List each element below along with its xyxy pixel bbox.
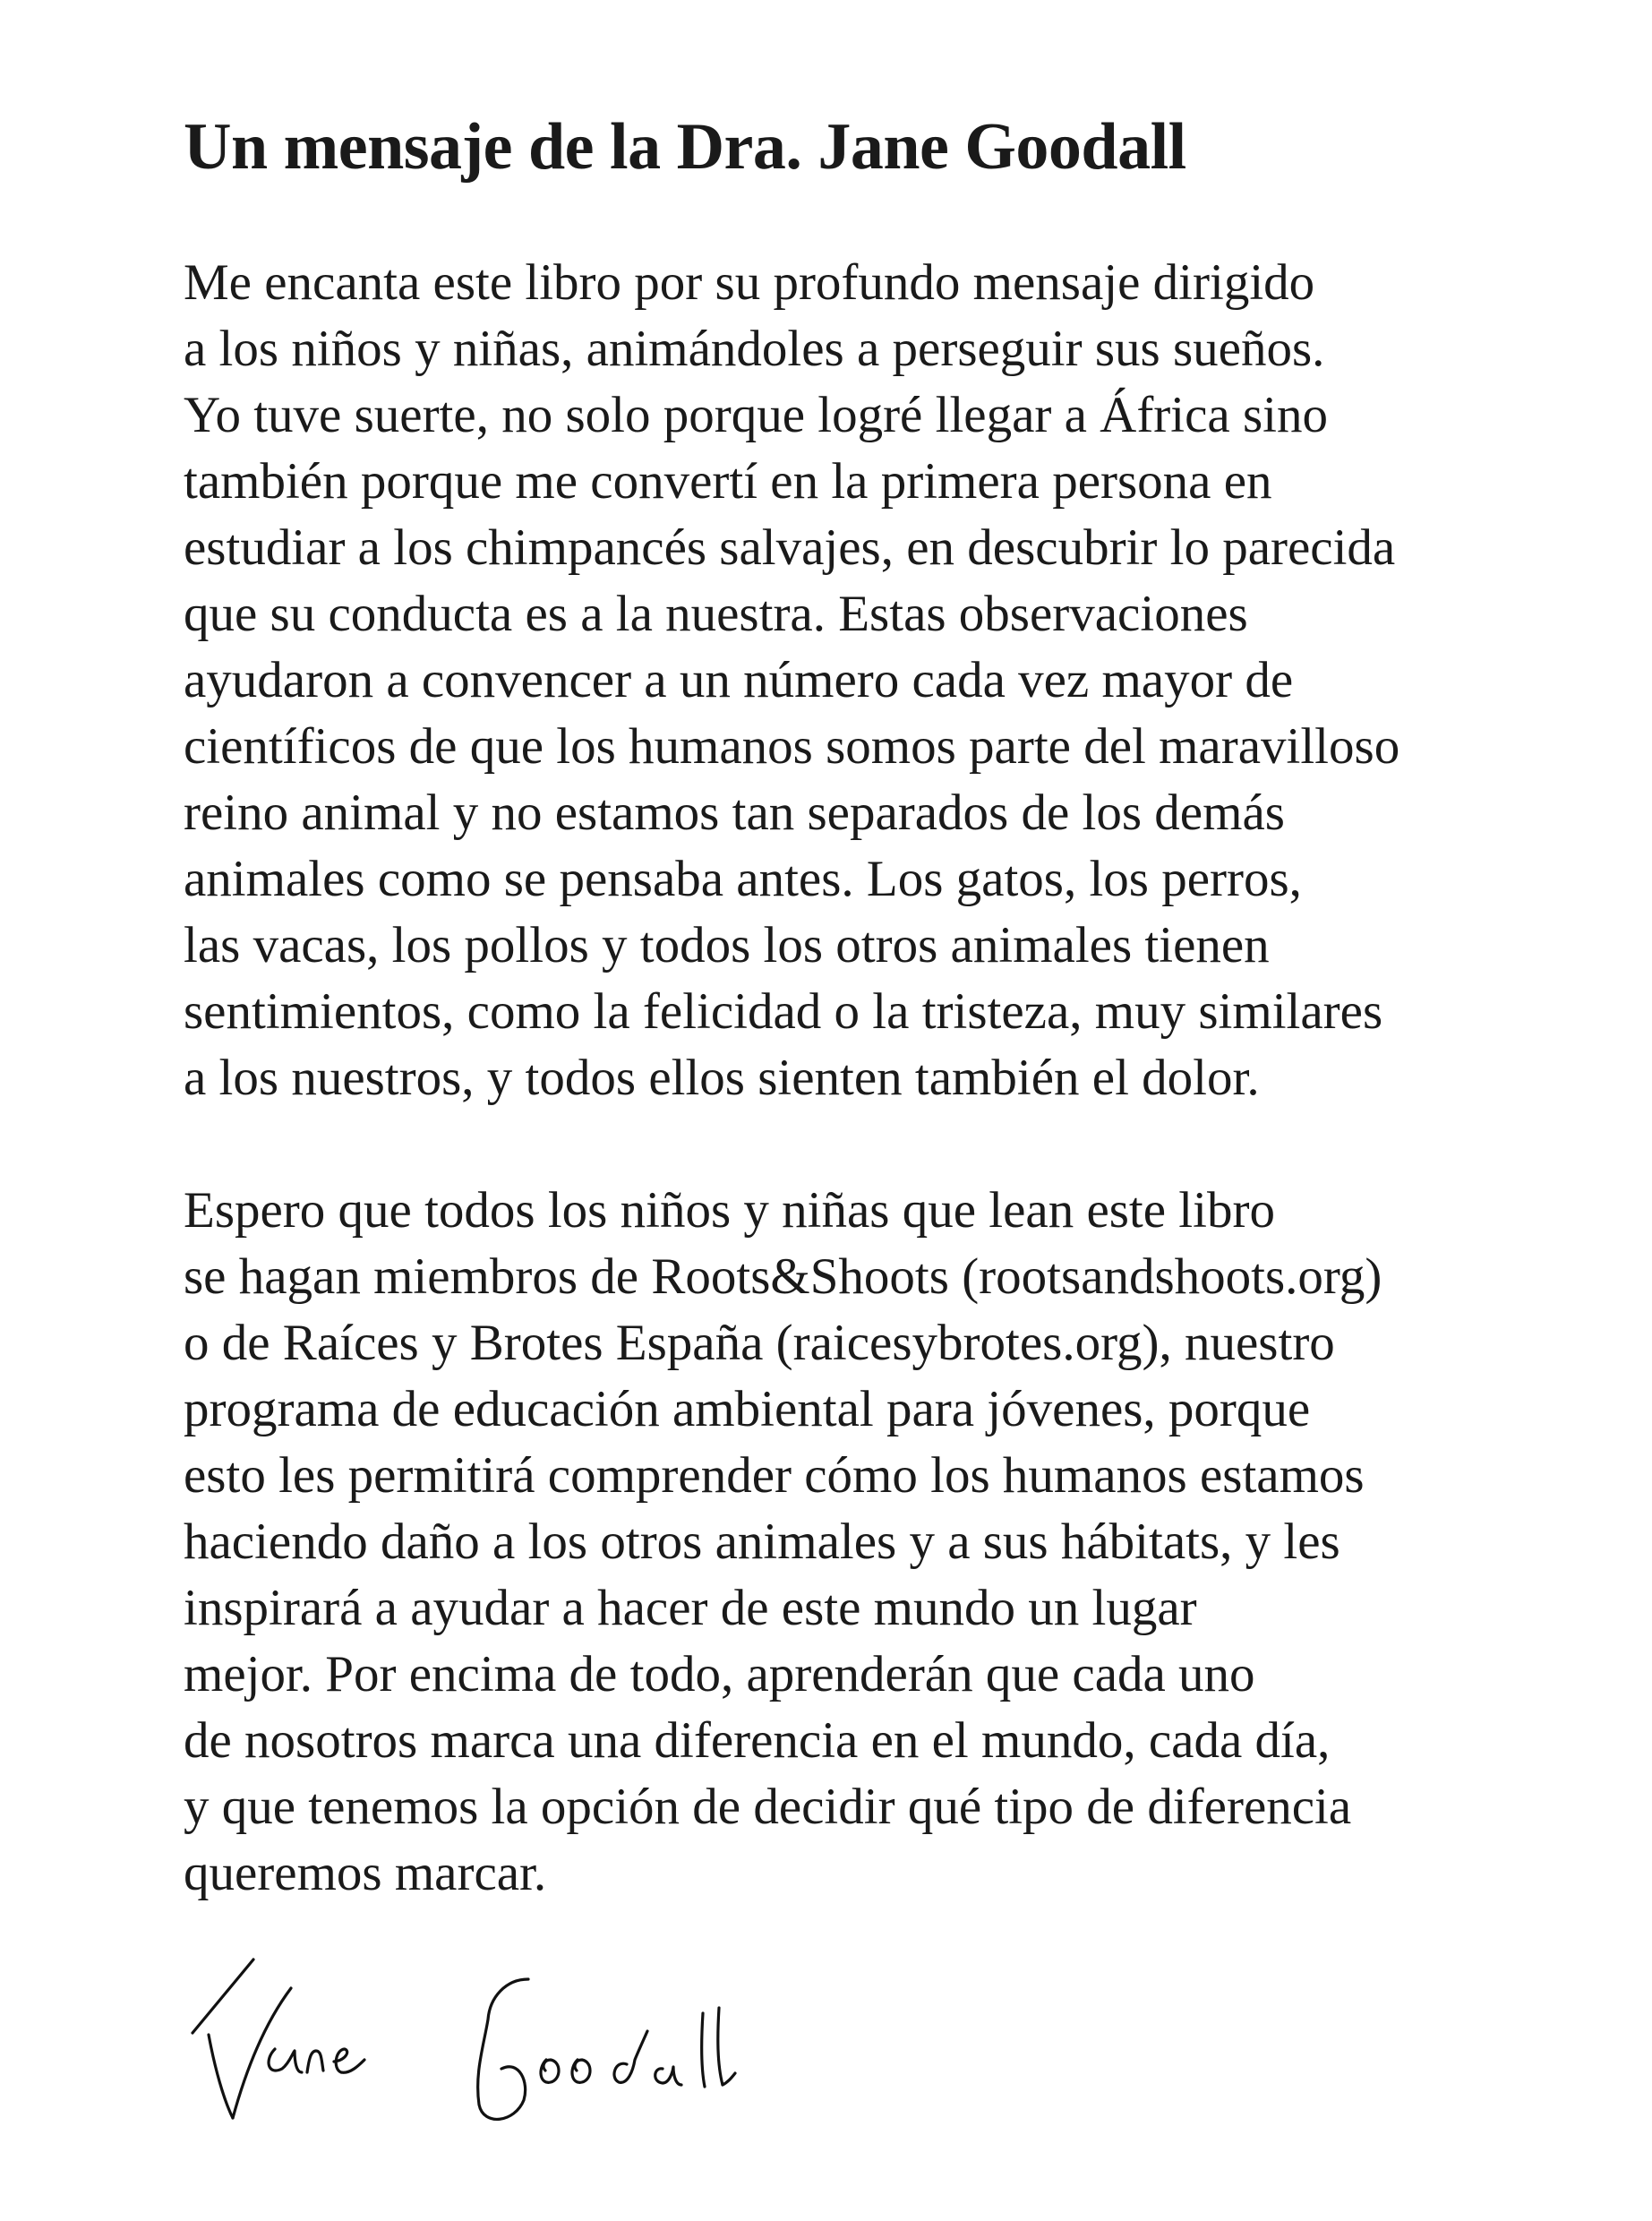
text-line: estudiar a los chimpancés salvajes, en descubrir lo parecida	[184, 519, 1396, 576]
document-page	[184, 107, 1527, 1907]
text-line: inspirará a ayudar a hacer de este mundo un lugar	[184, 1579, 1197, 1636]
text-line: de nosotros marca una diferencia en el mundo, cada día,	[184, 1711, 1331, 1769]
paragraph-1	[184, 250, 1527, 1111]
paragraph-2	[184, 1178, 1527, 1907]
text-line: a los nuestros, y todos ellos sienten también el dolor.	[184, 1049, 1260, 1106]
text-line: haciendo daño a los otros animales y a sus hábitats, y les	[184, 1513, 1340, 1570]
signature-icon	[175, 1925, 766, 2131]
text-line: científicos de que los humanos somos parte del maravilloso	[184, 717, 1400, 775]
page-title: Un mensaje de la Dra. Jane Goodall	[184, 110, 1186, 184]
text-line: Yo tuve suerte, no solo porque logré llegar a África sino	[184, 386, 1328, 443]
text-line: queremos marcar.	[184, 1844, 547, 1901]
text-line: se hagan miembros de Roots&Shoots (rootsandshoots.org)	[184, 1248, 1382, 1305]
text-line: también porque me convertí en la primera persona en	[184, 452, 1272, 510]
text-line: programa de educación ambiental para jóvenes, porque	[184, 1380, 1311, 1437]
text-line: reino animal y no estamos tan separados de los demás	[184, 784, 1285, 841]
text-line: y que tenemos la opción de decidir qué tipo de diferencia	[184, 1778, 1352, 1835]
text-line: Me encanta este libro por su profundo mensaje dirigido	[184, 253, 1315, 311]
text-line: o de Raíces y Brotes España (raicesybrotes.org), nuestro	[184, 1314, 1335, 1371]
text-line: Espero que todos los niños y niñas que lean este libro	[184, 1181, 1275, 1239]
text-line: que su conducta es a la nuestra. Estas observaciones	[184, 585, 1248, 642]
text-line: ayudaron a convencer a un número cada vez mayor de	[184, 651, 1294, 708]
text-line: sentimientos, como la felicidad o la tristeza, muy similares	[184, 982, 1383, 1040]
text-line: a los niños y niñas, animándoles a perseguir sus sueños.	[184, 320, 1325, 377]
text-line: mejor. Por encima de todo, aprenderán que cada uno	[184, 1645, 1255, 1702]
text-line: las vacas, los pollos y todos los otros animales tienen	[184, 916, 1270, 973]
text-line: esto les permitirá comprender cómo los humanos estamos	[184, 1446, 1365, 1504]
text-line: animales como se pensaba antes. Los gatos, los perros,	[184, 850, 1302, 907]
